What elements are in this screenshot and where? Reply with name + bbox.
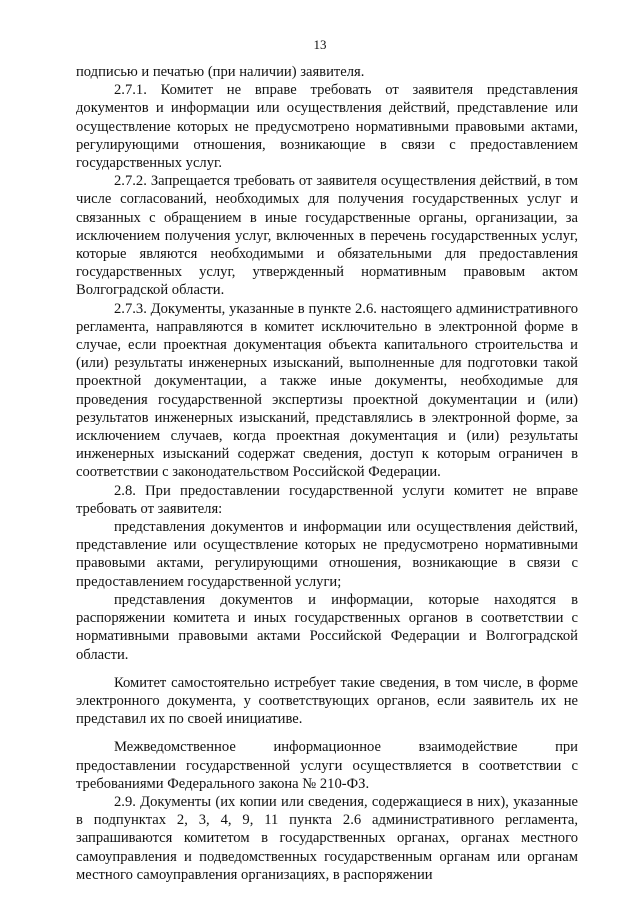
- document-body: [76, 63, 578, 884]
- paragraph: 2.7.1. Комитет не вправе требовать от заявителя представления документов и информации или осуществления действий, представление или осуществление которых не предусмотрено нормативными правовыми актами, регулирующими отношения, возникающие в связи с предоставлением государственных услуг.: [76, 82, 578, 172]
- paragraph: 2.7.2. Запрещается требовать от заявителя осуществления действий, в том числе согласований, необходимых для получения государственных услуг и связанных с обращением в иные государственные органы, организации, за исключением получения услуг, включенных в перечень государственных услуг, которые являются необходимыми и обязательными для предоставления государственных услуг, утвержденный нормативным правовым актом Волгоградской области.: [76, 173, 578, 299]
- paragraph: Комитет самостоятельно истребует такие сведения, в том числе, в форме электронного документа, у соответствующих органов, если заявитель их не представил их по своей инициативе.: [76, 674, 578, 728]
- paragraph: 2.9. Документы (их копии или сведения, содержащиеся в них), указанные в подпунктах 2, 3, 4, 9, 11 пункта 2.6 административного регламента, запрашиваются комитетом в государственных органах, органах местного самоуправления и подведомственных государственным органам или органам местного самоуправления организациях, в распоряжении: [76, 793, 578, 883]
- paragraph: подписью и печатью (при наличии) заявителя.: [76, 64, 365, 80]
- paragraph: 2.7.3. Документы, указанные в пункте 2.6. настоящего административного регламента, направляются в комитет исключительно в электронной форме в случае, если проектная документация объекта капитального строительства и (или) результаты инженерных изысканий, выполненные для подготовки такой проектной документации, а также иные документы, необходимые для проведения государственной экспертизы проектной документации и (или) результатов инженерных изысканий, представлялись в электронной форме, за исключением случаев, когда проектная документация и (или) результаты инженерных изысканий содержат сведения, доступ к которым ограничен в соответствии с законодательством Российской Федерации.: [76, 300, 578, 481]
- paragraph: 2.8. При предоставлении государственной услуги комитет не вправе требовать от заявителя:: [76, 482, 578, 517]
- paragraph: представления документов и информации, которые находятся в распоряжении комитета и иных государственных органов в соответствии с нормативными правовыми актами Российской Федерации и Волгоградской области.: [76, 591, 578, 663]
- paragraph: Межведомственное информационное взаимодействие при предоставлении государственной услуги осуществляется в соответствии с требованиями Федерального закона № 210-ФЗ.: [76, 739, 578, 792]
- paragraph: представления документов и информации или осуществления действий, представление или осуществление которых не предусмотрено нормативными правовыми актами, регулирующими отношения, возникающие в связи с предоставлением государственной услуги;: [76, 519, 578, 590]
- page-number: 13: [313, 37, 327, 52]
